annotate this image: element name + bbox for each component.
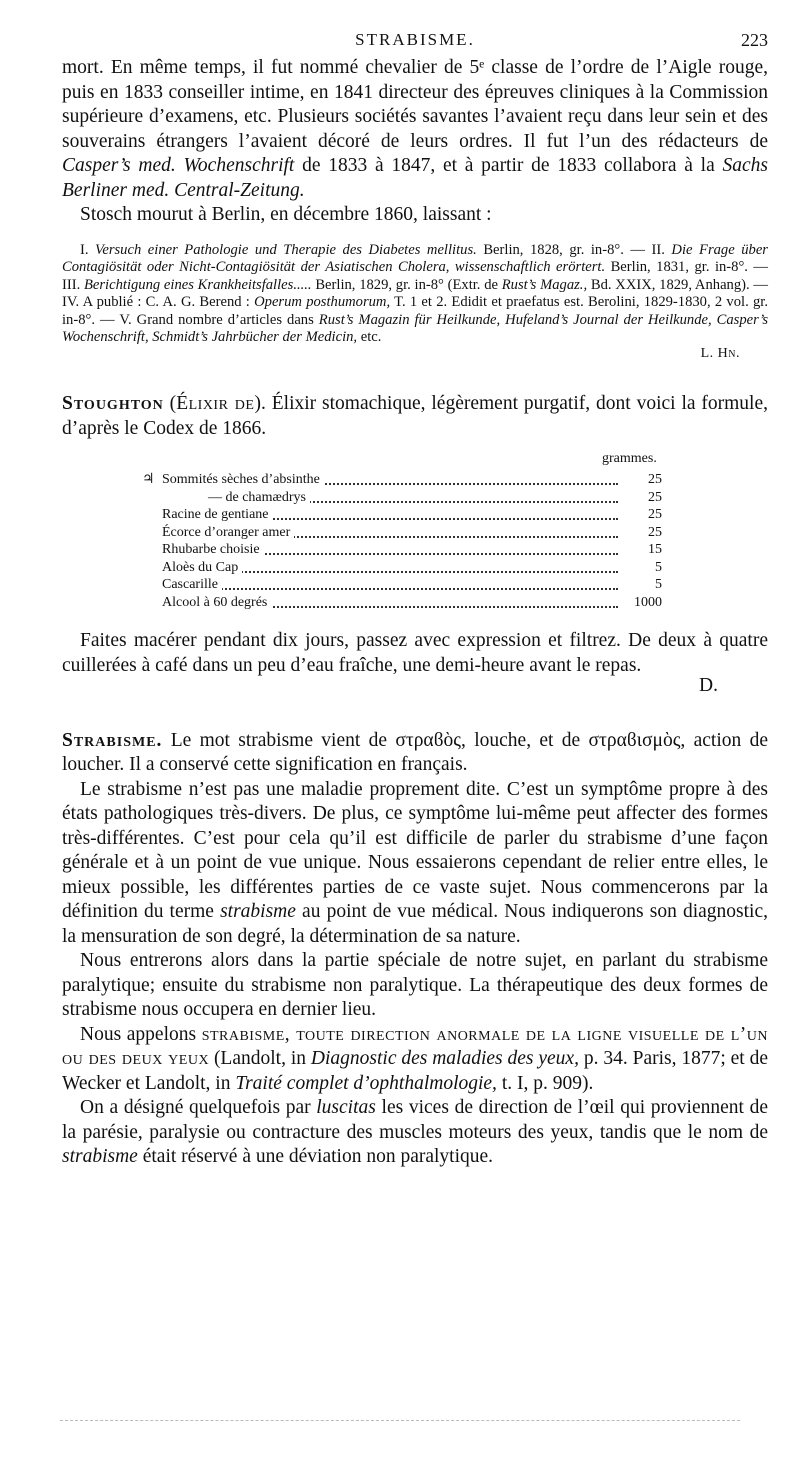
unit-header: grammes. [602,451,657,466]
strabisme-paragraph-5: On a désigné quelquefois par luscitas les vices de direction de l’œil qui proviennent de la parésie, paralysie ou contracture des muscles moteurs des yeux, tandis que le nom de strabisme était réservé à une déviation non paralytique. [62,1097,768,1167]
strabisme-paragraph-4: Nous appelons strabisme, toute direction anormale de la ligne visuelle de l’un ou des deux yeux (Landolt, in Diagnostic des maladies des yeux, p. 34. Paris, 1877; et de Wecker et Landolt, in Traité complet d’ophthalmologie, t. I, p. 909). [62,1023,768,1094]
stosch-signature: L. Hn. [700,345,740,361]
ingredient-row: Écorce d’oranger amer 25 [162,524,662,540]
running-title: STRABISME. [355,30,475,49]
ingredient-row: Sommités sèches d’absinthe 25 [162,472,662,487]
formula-table [62,451,768,629]
ingredient-row: Cascarille 5 [162,577,662,592]
running-head [62,28,768,56]
ingredient-row: Aloès du Cap 5 [162,559,662,575]
strabisme-heading: Strabisme. [62,729,163,751]
stoughton-entry: Stoughton (Élixir de). Élixir stomachique, légèrement purgatif, dont voici la formule, d’après le Codex de 1866. [62,393,769,439]
stoughton-instructions: Faites macérer pendant dix jours, passez avec expression et filtrez. De deux à quatre cuillerées à café dans un peu d’eau fraîche, une demi-heure avant le repas. [62,630,768,676]
page-number: 223 [741,30,768,50]
greek-term: στραϐὸς [395,729,462,751]
stoughton-signature: D. [699,675,718,696]
book-page [62,28,768,1170]
ingredient-row: Racine de gentiane 25 [162,507,662,522]
stosch-paragraph-2: Stosch mourut à Berlin, en décembre 1860, laissant : [80,204,492,225]
ingredient-row: Alcool à 60 degrés 1000 [162,594,662,610]
strabisme-paragraph-3: Nous entrerons alors dans la partie spéciale de notre sujet, en parlant du strabisme paralytique; ensuite du strabisme non paralytique. La thérapeutique des deux formes de strabisme nous occupera en dernier lieu. [62,950,768,1020]
greek-term: στραϐισμὸς [588,729,681,751]
ingredient-row: — de chamædrys 25 [162,489,662,507]
strabisme-intro: Strabisme. Le mot strabisme vient de στραϐὸς, louche, et de στραϐισμὸς, action de loucher. Il a conservé cette signification en français. [62,729,768,775]
stoughton-heading: Stoughton [62,393,164,414]
ingredient-list [162,471,662,611]
ingredient-row: Rhubarbe choisie 15 [162,542,662,557]
stosch-paragraph-1: mort. En même temps, il fut nommé chevalier de 5ᵉ classe de l’ordre de l’Aigle rouge, puis en 1833 conseiller intime, en 1841 directeur des épreuves cliniques à la Commission supérieure d’examens, etc. Plusieurs sociétés savantes l’avaient reçu dans leur sein et des souverains étrangers l’avaient décoré de leurs ordres. Il fut l’un des rédacteurs de Casper’s med. Wochenschrift de 1833 à 1847, et à partir de 1833 collabora à la Sachs Berliner med. Central-Zeitung. [62,57,768,201]
recipe-symbol: ♃ [142,472,155,487]
strabisme-paragraph-2: Le strabisme n’est pas une maladie proprement dite. C’est un symptôme propre à des états pathologiques très-divers. De plus, ce symptôme lui-même peut affecter des formes très-différentes. C’est pour cela qu’il est difficile de parler du strabisme d’une façon générale et à un point de vue unique. Nous essaierons cependant de relier entre elles, le mieux possible, les différentes parties de ce vaste sujet. Nous commencerons par la définition du terme strabisme au point de vue médical. Nous indiquerons son diagnostic, la mensuration de son degré, la détermination de sa nature. [62,778,768,947]
stosch-bibliography: I. Versuch einer Pathologie und Therapie des Diabetes mellitus. Berlin, 1828, gr. in-8°. — II. Die Frage über Contagiösität oder Nicht-Contagiösität der Asiatischen Cholera, wissenschaftlich erörtert. Berlin, 1831, gr. in-8°. — III. Berichtigung eines Krankheitsfalles..... Berlin, 1829, gr. in-8° (Extr. de Rust’s Magaz., Bd. XXIX, 1829, Anhang). — IV. A publié : C. A. G. Berend : Operum posthumorum, T. 1 et 2. Edidit et praefatus est. Berolini, 1829-1830, 2 vol. gr. in-8°. — V. Grand nombre d’articles dans Rust’s Magazin für Heilkunde, Hufeland’s Journal der Heilkunde, Casper’s Wochenschrift, Schmidt’s Jahrbücher der Medicin, etc. [62,241,769,345]
footer-rule [60,1420,740,1421]
